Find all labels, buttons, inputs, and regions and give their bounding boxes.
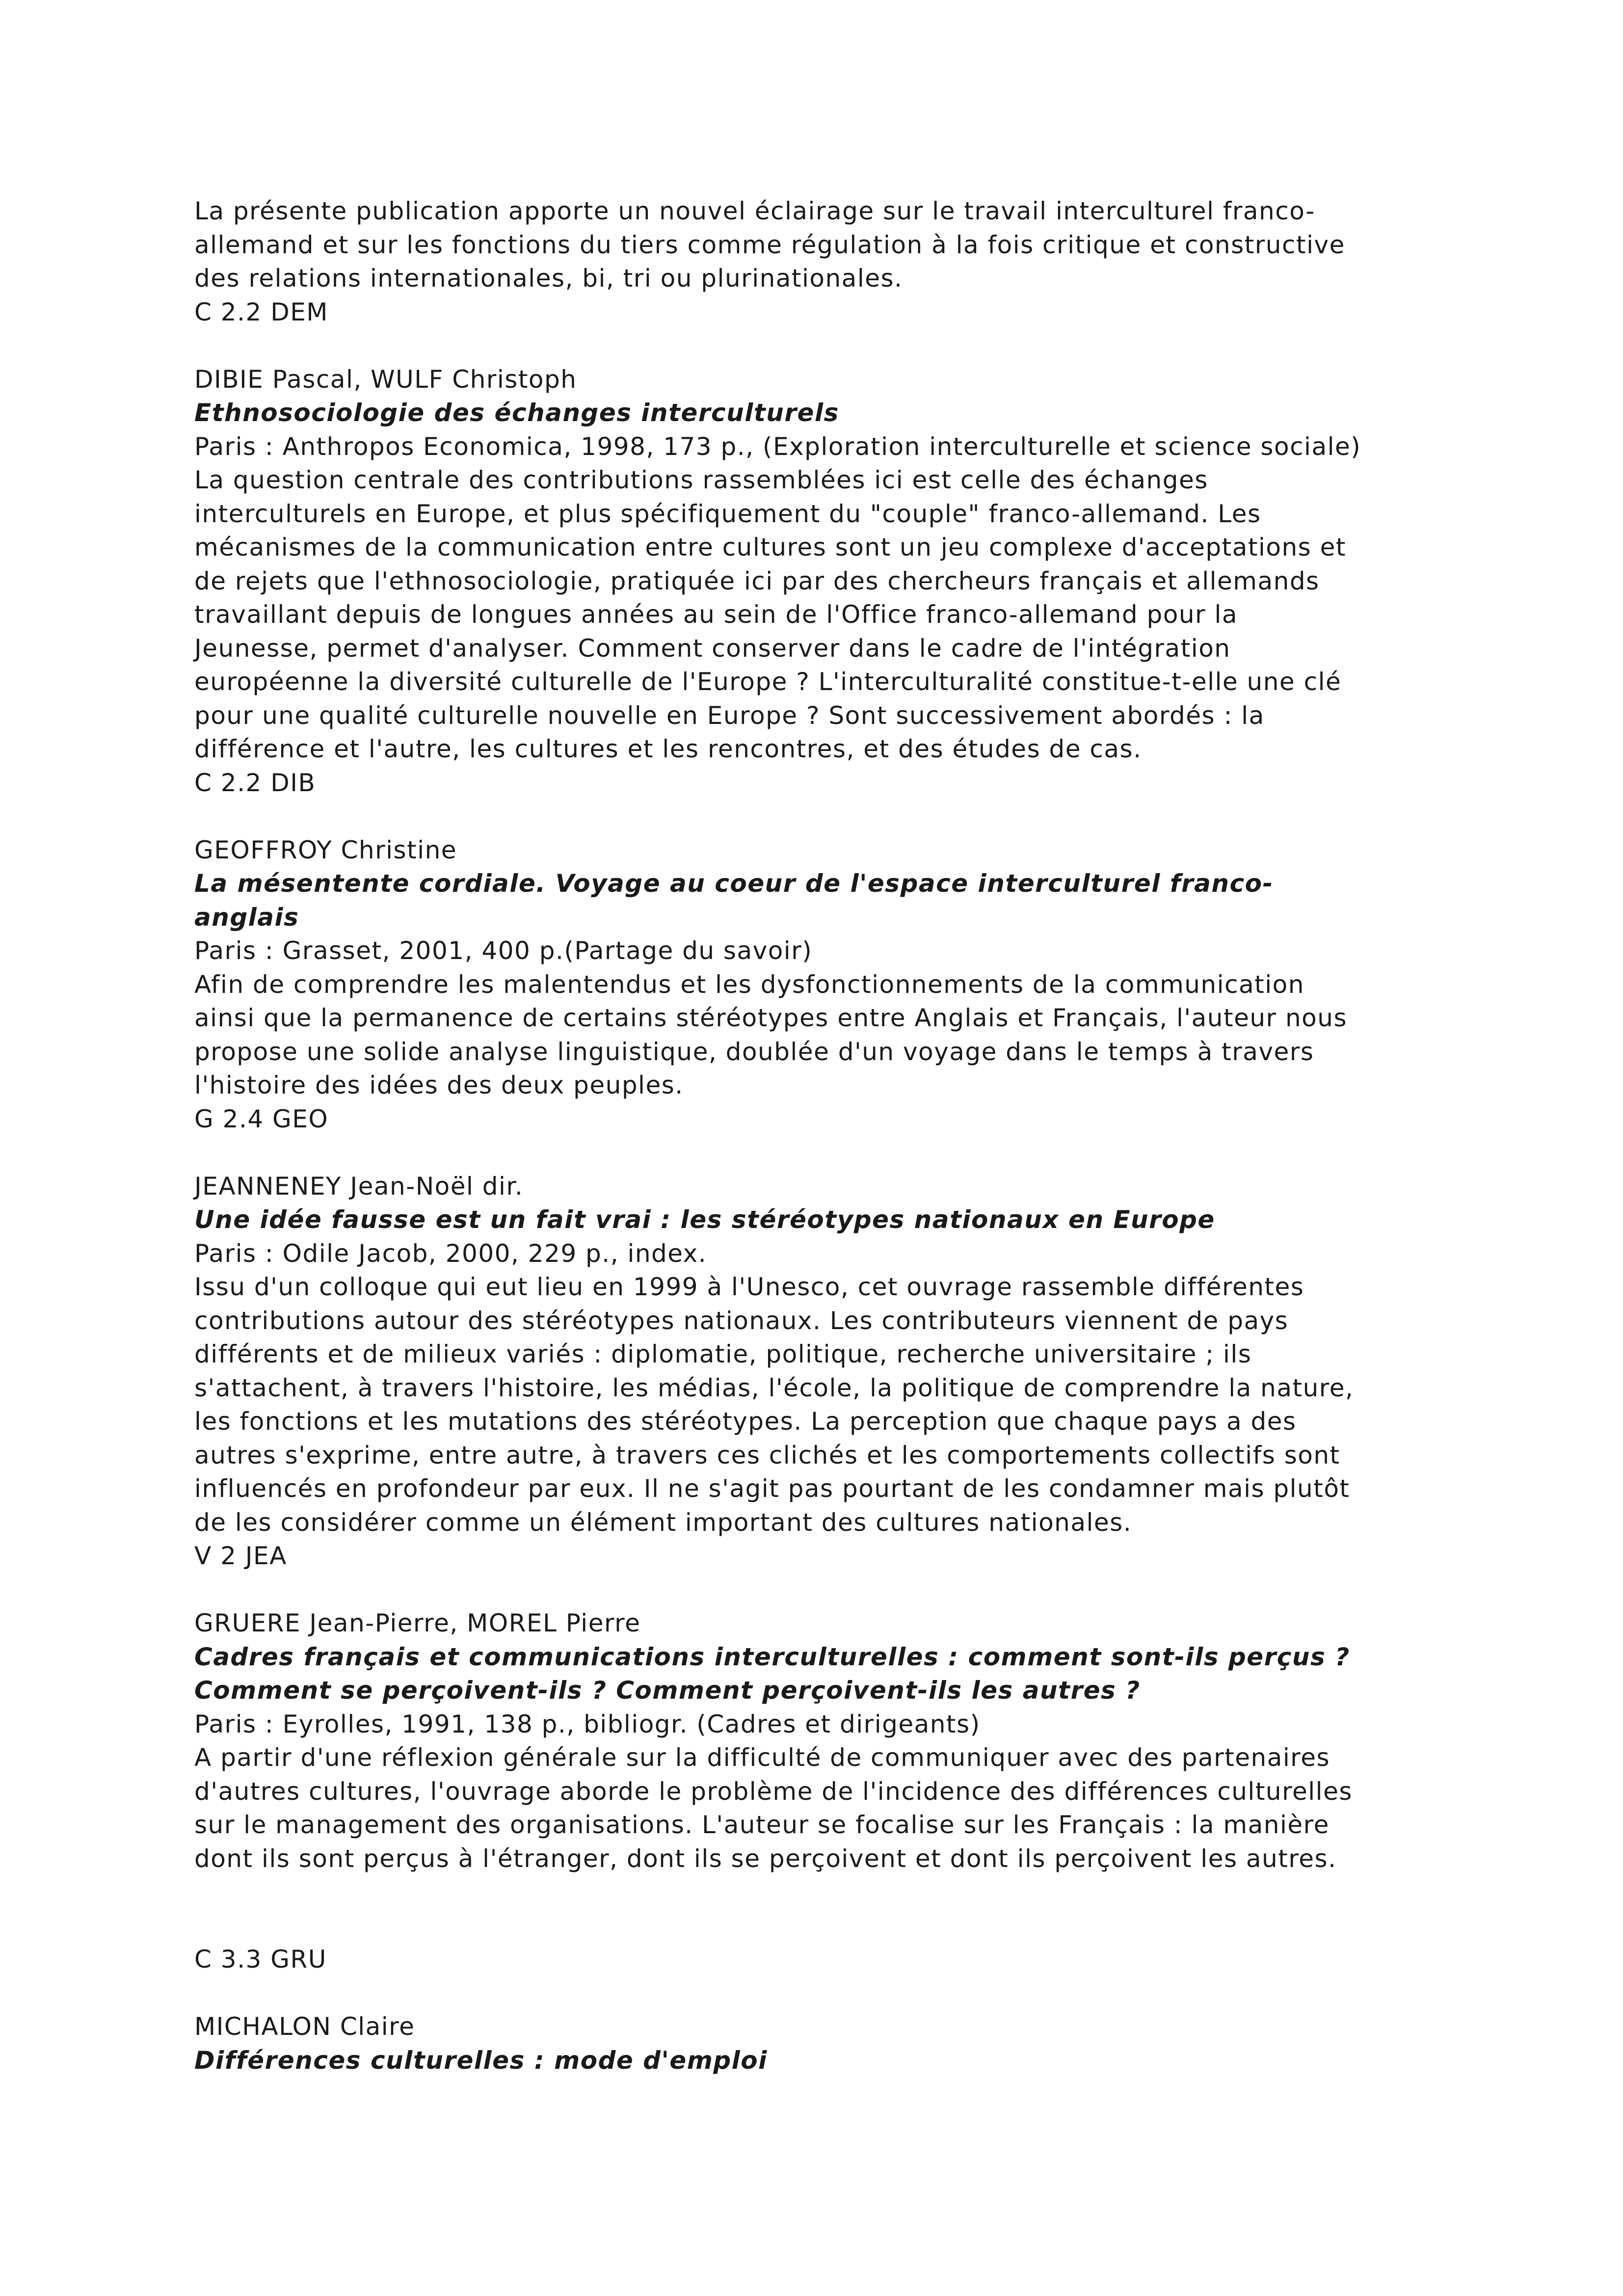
call-number: C 3.3 GRU xyxy=(194,1945,327,1974)
entry-description-line: l'histoire des idées des deux peuples. xyxy=(194,1071,684,1099)
entry-author: GRUERE Jean-Pierre, MOREL Pierre xyxy=(194,1609,641,1637)
entry-title: Différences culturelles : mode d'emploi xyxy=(194,2046,768,2075)
entry-description-line: sur le management des organisations. L'auteur se focalise sur les Français : la manière xyxy=(194,1811,1330,1839)
entry-author: MICHALON Claire xyxy=(194,2012,415,2041)
entry-description-line: Jeunesse, permet d'analyser. Comment conserver dans le cadre de l'intégration xyxy=(194,634,1231,663)
bibliography-entry xyxy=(194,1606,1451,1976)
entry-title: anglais xyxy=(194,903,299,932)
call-number: C 2.2 DEM xyxy=(194,297,328,326)
entry-description-line: de les considérer comme un élément important des cultures nationales. xyxy=(194,1508,1132,1537)
entry-description-line: A partir d'une réflexion générale sur la difficulté de communiquer avec des partenaires xyxy=(194,1743,1330,1772)
spacer xyxy=(194,1573,1451,1607)
call-number: C 2.2 DIB xyxy=(194,768,316,797)
entry-title: Ethnosociologie des échanges interculturels xyxy=(194,399,839,427)
intro-line: La présente publication apporte un nouvel éclairage sur le travail interculturel franco- xyxy=(194,197,1315,225)
call-number: V 2 JEA xyxy=(194,1542,287,1570)
spacer xyxy=(194,1875,1451,1909)
spacer xyxy=(194,329,1451,363)
entry-description-line: différence et l'autre, les cultures et les rencontres, et des études de cas. xyxy=(194,735,1142,763)
entry-author: JEANNENEY Jean-Noël dir. xyxy=(194,1172,524,1201)
entry-publication: Paris : Grasset, 2001, 400 p.(Partage du savoir) xyxy=(194,936,813,965)
intro-line: allemand et sur les fonctions du tiers comme régulation à la fois critique et constructive xyxy=(194,230,1345,259)
entry-title: Cadres français et communications interculturelles : comment sont-ils perçus ? xyxy=(194,1642,1350,1671)
entry-description-line: différents et de milieux variés : diplomatie, politique, recherche universitaire ; ils xyxy=(194,1340,1252,1368)
entry-publication: Paris : Odile Jacob, 2000, 229 p., index. xyxy=(194,1239,707,1268)
intro-line: des relations internationales, bi, tri ou plurinationales. xyxy=(194,264,903,293)
entry-description-line: de rejets que l'ethnosociologie, pratiquée ici par des chercheurs français et allemands xyxy=(194,566,1320,595)
entry-title: Une idée fausse est un fait vrai : les stéréotypes nationaux en Europe xyxy=(194,1205,1215,1234)
bibliography-entry xyxy=(194,833,1451,1136)
entry-description-line: Issu d'un colloque qui eut lieu en 1999 à l'Unesco, cet ouvrage rassemble différentes xyxy=(194,1273,1304,1301)
entry-description-line: ainsi que la permanence de certains stéréotypes entre Anglais et Français, l'auteur nous xyxy=(194,1004,1347,1032)
bibliography-entry xyxy=(194,2010,1451,2077)
entry-publication: Paris : Eyrolles, 1991, 138 p., bibliogr. (Cadres et dirigeants) xyxy=(194,1709,981,1738)
entry-description-line: La question centrale des contributions rassemblées ici est celle des échanges xyxy=(194,466,1208,494)
entry-publication: Paris : Anthropos Economica, 1998, 173 p., (Exploration interculturelle et science sociale) xyxy=(194,432,1361,461)
intro-paragraph xyxy=(194,194,1451,329)
entry-description-line: mécanismes de la communication entre cultures sont un jeu complexe d'acceptations et xyxy=(194,533,1346,561)
entry-description-line: interculturels en Europe, et plus spécifiquement du "couple" franco-allemand. Les xyxy=(194,499,1261,528)
entry-description-line: dont ils sont perçus à l'étranger, dont ils se perçoivent et dont ils perçoivent les autres. xyxy=(194,1844,1337,1873)
bibliography-entry xyxy=(194,363,1451,800)
entry-description-line: européenne la diversité culturelle de l'Europe ? L'interculturalité constitue-t-elle une clé xyxy=(194,667,1342,696)
entry-author: GEOFFROY Christine xyxy=(194,835,457,864)
entry-description-line: propose une solide analyse linguistique, doublée d'un voyage dans le temps à travers xyxy=(194,1037,1314,1066)
entry-author: DIBIE Pascal, WULF Christoph xyxy=(194,365,577,394)
entry-title: La mésentente cordiale. Voyage au coeur de l'espace interculturel franco- xyxy=(194,869,1274,898)
entry-description-line: d'autres cultures, l'ouvrage aborde le problème de l'incidence des différences culturelles xyxy=(194,1777,1353,1806)
bibliography-entry xyxy=(194,1170,1451,1573)
call-number: G 2.4 GEO xyxy=(194,1104,329,1133)
entry-description-line: travaillant depuis de longues années au sein de l'Office franco-allemand pour la xyxy=(194,600,1238,629)
entry-description-line: Afin de comprendre les malentendus et les dysfonctionnements de la communication xyxy=(194,970,1304,999)
entry-description-line: pour une qualité culturelle nouvelle en Europe ? Sont successivement abordés : la xyxy=(194,701,1265,730)
entry-description-line: contributions autour des stéréotypes nationaux. Les contributeurs viennent de pays xyxy=(194,1306,1289,1335)
spacer xyxy=(194,1136,1451,1170)
spacer xyxy=(194,1976,1451,2010)
entry-description-line: influencés en profondeur par eux. Il ne s'agit pas pourtant de les condamner mais plutôt xyxy=(194,1474,1350,1503)
entry-description-line: autres s'exprime, entre autre, à travers ces clichés et les comportements collectifs sont xyxy=(194,1441,1340,1469)
entry-title: Comment se perçoivent-ils ? Comment perçoivent-ils les autres ? xyxy=(194,1676,1141,1705)
entry-description-line: les fonctions et les mutations des stéréotypes. La perception que chaque pays a des xyxy=(194,1407,1297,1436)
entry-description-line: s'attachent, à travers l'histoire, les médias, l'école, la politique de comprendre la nature, xyxy=(194,1373,1354,1402)
document-page xyxy=(194,194,1451,2077)
spacer xyxy=(194,800,1451,833)
spacer xyxy=(194,1909,1451,1943)
